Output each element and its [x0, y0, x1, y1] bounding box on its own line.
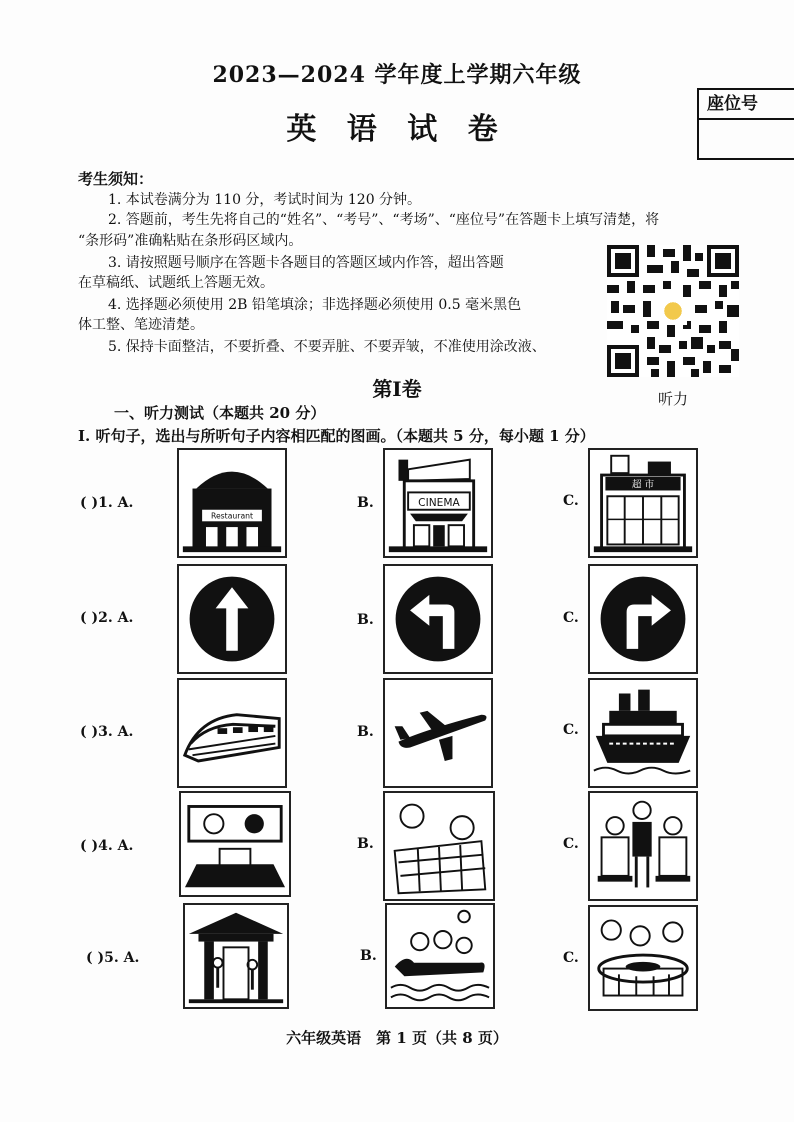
listening-qr-code[interactable]	[607, 244, 739, 378]
q5-option-b-picture[interactable]	[385, 903, 495, 1009]
q2-option-b-picture[interactable]	[383, 564, 493, 674]
q4-option-c-picture[interactable]	[588, 791, 698, 901]
q5-option-c-picture[interactable]	[588, 905, 698, 1011]
watching-tv-icon	[181, 793, 289, 895]
q4-option-a-picture[interactable]	[179, 791, 291, 897]
turn-left-sign-icon	[385, 566, 491, 672]
notice-line-7: 体工整、笔迹清楚。	[78, 317, 204, 333]
ship-icon	[590, 680, 696, 786]
seat-number-box[interactable]	[697, 88, 794, 160]
part-instruction: Ⅰ. 听句子，选出与所听句子内容相匹配的图画。（本题共 5 分，每小题 1 分）	[78, 427, 595, 445]
supermarket-icon	[590, 450, 696, 556]
question-3-label[interactable]: ( )3. A.	[80, 724, 134, 740]
airplane-icon	[385, 680, 491, 786]
supermarket-sign-text: 超 市	[631, 479, 655, 491]
notice-line-6: 4. 选择题必须使用 2B 铅笔填涂；非选择题必须使用 0.5 毫米黑色	[108, 297, 522, 313]
question-5-label[interactable]: ( )5. A.	[86, 950, 140, 966]
family-dinner-icon	[385, 793, 493, 899]
notice-line-3: “条形码”准确粘贴在条形码区域内。	[78, 233, 303, 249]
question-4-option-b-label: B.	[357, 836, 374, 852]
question-4-label[interactable]: ( )4. A.	[80, 838, 134, 854]
section-heading: 一、听力测试（本题共 20 分）	[114, 404, 326, 422]
train-icon	[179, 680, 285, 786]
go-straight-sign-icon	[179, 566, 285, 672]
q5-option-a-picture[interactable]	[183, 903, 289, 1009]
question-2-option-c-label: C.	[563, 610, 579, 626]
q1-option-c-picture[interactable]	[588, 448, 698, 558]
restaurant-sign-text: Restaurant	[210, 511, 254, 521]
visiting-grandparents-icon	[590, 793, 696, 899]
volume-heading: 第Ⅰ卷	[372, 377, 422, 401]
restaurant-icon	[179, 450, 285, 556]
question-3-option-b-label: B.	[357, 724, 374, 740]
q2-option-c-picture[interactable]	[588, 564, 698, 674]
seat-number-label: 座位号	[699, 90, 794, 120]
cinema-icon	[385, 450, 491, 556]
dragon-boat-icon	[387, 905, 493, 1007]
q1-option-a-picture[interactable]	[177, 448, 287, 558]
q4-option-b-picture[interactable]	[383, 791, 495, 901]
notice-line-4: 3. 请按照题号顺序在答题卡各题目的答题区域内作答，超出答题	[108, 255, 504, 271]
question-4-option-c-label: C.	[563, 836, 579, 852]
page-footer: 六年级英语 第 1 页（共 8 页）	[286, 1029, 508, 1047]
q3-option-b-picture[interactable]	[383, 678, 493, 788]
question-1-option-b-label: B.	[357, 495, 374, 511]
notice-line-8: 5. 保持卡面整洁，不要折叠、不要弄脏、不要弄皱，不准使用涂改液、	[108, 339, 546, 355]
notice-line-2: 2. 答题前，考生先将自己的“姓名”、“考号”、“考场”、“座位号”在答题卡上填写清楚，将	[108, 212, 660, 228]
qr-caption: 听力	[657, 390, 688, 408]
notice-heading: 考生须知：	[78, 170, 154, 188]
exam-subject-title: 英 语 试 卷	[286, 112, 508, 147]
q1-option-b-picture[interactable]	[383, 448, 493, 558]
q2-option-a-picture[interactable]	[177, 564, 287, 674]
question-3-option-c-label: C.	[563, 722, 579, 738]
spring-festival-gate-icon	[185, 905, 287, 1007]
cinema-sign-text: CINEMA	[418, 496, 460, 509]
notice-line-5: 在草稿纸、试题纸上答题无效。	[78, 275, 274, 291]
q3-option-c-picture[interactable]	[588, 678, 698, 788]
family-meal-icon	[590, 907, 696, 1009]
question-1-option-c-label: C.	[563, 493, 579, 509]
q3-option-a-picture[interactable]	[177, 678, 287, 788]
notice-line-1: 1. 本试卷满分为 110 分，考试时间为 120 分钟。	[108, 192, 422, 208]
question-2-label[interactable]: ( )2. A.	[80, 610, 134, 626]
question-5-option-b-label: B.	[360, 948, 377, 964]
turn-right-sign-icon	[590, 566, 696, 672]
exam-year-title: 2023—2024 学年度上学期六年级	[212, 62, 582, 88]
question-2-option-b-label: B.	[357, 612, 374, 628]
question-5-option-c-label: C.	[563, 950, 579, 966]
question-1-label[interactable]: ( )1. A.	[80, 495, 134, 511]
qr-code-icon	[607, 244, 739, 378]
